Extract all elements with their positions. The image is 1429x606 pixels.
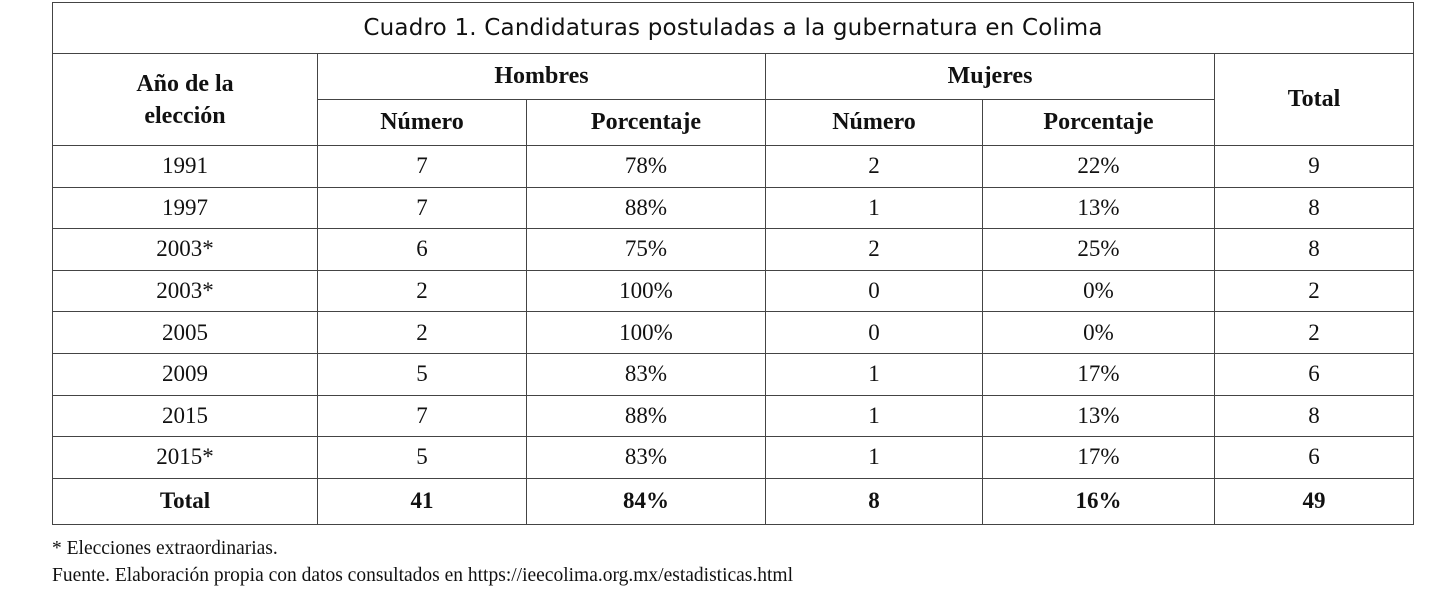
cell-women-number: 0 xyxy=(766,270,983,312)
cell-men-percent: 83% xyxy=(527,353,766,395)
cell-men-percent: 100% xyxy=(527,312,766,354)
cell-women-number: 1 xyxy=(766,187,983,229)
cell-women-percent: 13% xyxy=(983,187,1215,229)
cell-women-number: 2 xyxy=(766,146,983,188)
cell-year: 2015* xyxy=(53,437,318,479)
table-row xyxy=(53,146,1414,188)
header-year-label: Año de la elección xyxy=(136,70,234,129)
cell-women-number: 1 xyxy=(766,353,983,395)
cell-men-percent: 75% xyxy=(527,229,766,271)
table-row xyxy=(53,395,1414,437)
cell-year: 2009 xyxy=(53,353,318,395)
candidaturas-table xyxy=(52,2,1414,525)
total-women-percent: 16% xyxy=(983,478,1215,524)
cell-men-percent: 88% xyxy=(527,395,766,437)
cell-men-number: 5 xyxy=(318,353,527,395)
table-row xyxy=(53,229,1414,271)
cell-year: 2003* xyxy=(53,229,318,271)
cell-year: 2015 xyxy=(53,395,318,437)
cell-women-percent: 17% xyxy=(983,353,1215,395)
cell-women-number: 1 xyxy=(766,437,983,479)
cell-men-percent: 78% xyxy=(527,146,766,188)
total-men-percent: 84% xyxy=(527,478,766,524)
cell-women-percent: 17% xyxy=(983,437,1215,479)
cell-men-number: 7 xyxy=(318,146,527,188)
cell-total: 8 xyxy=(1215,229,1414,271)
cell-total: 2 xyxy=(1215,270,1414,312)
cell-men-number: 5 xyxy=(318,437,527,479)
total-overall: 49 xyxy=(1215,478,1414,524)
header-year xyxy=(53,54,318,146)
cell-men-number: 7 xyxy=(318,187,527,229)
cell-women-number: 0 xyxy=(766,312,983,354)
cell-total: 6 xyxy=(1215,437,1414,479)
cell-men-percent: 88% xyxy=(527,187,766,229)
cell-women-percent: 13% xyxy=(983,395,1215,437)
cell-year: 2003* xyxy=(53,270,318,312)
cell-women-percent: 0% xyxy=(983,270,1215,312)
cell-total: 8 xyxy=(1215,187,1414,229)
header-men-number: Número xyxy=(318,100,527,146)
header-women: Mujeres xyxy=(766,54,1215,100)
source-note: Fuente. Elaboración propia con datos consultados en https://ieecolima.org.mx/estadisticas.html xyxy=(52,564,794,586)
table-container xyxy=(52,2,1413,589)
table-total-row xyxy=(53,478,1414,524)
header-total: Total xyxy=(1215,54,1414,146)
cell-men-number: 7 xyxy=(318,395,527,437)
cell-men-number: 2 xyxy=(318,270,527,312)
header-men-percent: Porcentaje xyxy=(527,100,766,146)
cell-women-percent: 0% xyxy=(983,312,1215,354)
table-title: Cuadro 1. Candidaturas postuladas a la gubernatura en Colima xyxy=(53,3,1414,54)
table-notes xyxy=(52,535,1413,589)
total-label: Total xyxy=(53,478,318,524)
table-row xyxy=(53,270,1414,312)
cell-total: 8 xyxy=(1215,395,1414,437)
cell-year: 1991 xyxy=(53,146,318,188)
cell-women-percent: 25% xyxy=(983,229,1215,271)
cell-men-percent: 100% xyxy=(527,270,766,312)
table-row xyxy=(53,312,1414,354)
header-women-number: Número xyxy=(766,100,983,146)
table-row xyxy=(53,437,1414,479)
cell-men-percent: 83% xyxy=(527,437,766,479)
cell-women-percent: 22% xyxy=(983,146,1215,188)
cell-total: 9 xyxy=(1215,146,1414,188)
table-row xyxy=(53,353,1414,395)
footnote: * Elecciones extraordinarias. xyxy=(52,537,278,559)
cell-women-number: 2 xyxy=(766,229,983,271)
cell-total: 6 xyxy=(1215,353,1414,395)
cell-year: 2005 xyxy=(53,312,318,354)
total-men-number: 41 xyxy=(318,478,527,524)
cell-total: 2 xyxy=(1215,312,1414,354)
cell-year: 1997 xyxy=(53,187,318,229)
total-women-number: 8 xyxy=(766,478,983,524)
table-row xyxy=(53,187,1414,229)
cell-men-number: 6 xyxy=(318,229,527,271)
cell-men-number: 2 xyxy=(318,312,527,354)
header-men: Hombres xyxy=(318,54,766,100)
cell-women-number: 1 xyxy=(766,395,983,437)
header-women-percent: Porcentaje xyxy=(983,100,1215,146)
